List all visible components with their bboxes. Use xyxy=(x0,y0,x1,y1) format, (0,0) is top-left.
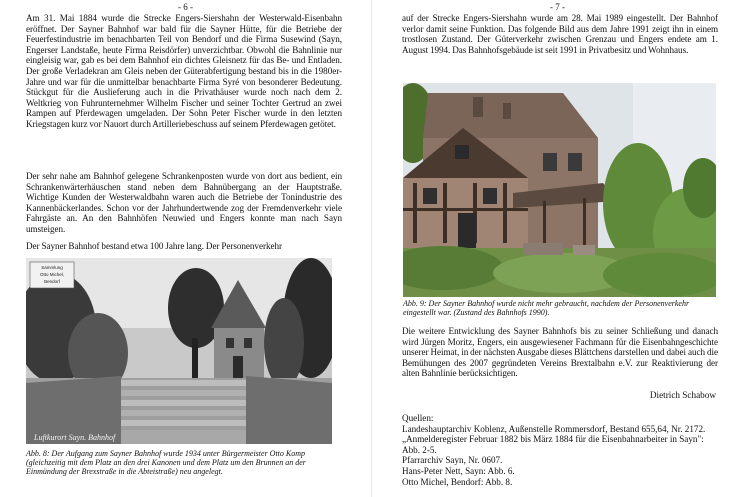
paragraph-history: Am 31. Mai 1884 wurde die Strecke Engers-Siershahn der Westerwald-Eisenbahn eröffnet. Der Sayner Bahnhof war bald für die Sayner Hütte, für die Betriebe der Feuerfestindustrie im benachbarten Teil von Bendorf und die Firma Susewind (Sayn, Engerser Landstaße, heute Firma Reisdörfer) unverzichtbar. Obwohl die Bahnlinie nur eingleisig war, gab es bei dem Bahnhof ein dichtes Gleisnetz für das Be- und Entladen. Der große Verladekran am Gleis neben der Güterabfertigung bestand bis in die 1980er-Jahre und war für die unmittelbar benachbarte Firma Syré von besonderer Bedeutung. Stückgut für die Auslieferung auch in die Privathäuser wurde noch nach dem 2. Weltkrieg von Fuhrunternehmer Wilhelm Fischer und seiner Tochter Gertrud an zwei Rampen auf Pferdewagen umgeladen. Der Sohn Peter Fischer wurde in den letzten Kriegstagen kurz vor Nauort durch Artilleriebeschuss auf seinem Pferdewagen getötet. xyxy=(26,13,342,129)
source-entry: Pfarrarchiv Sayn, Nr. 0607. xyxy=(402,455,503,466)
source-entry: „Anmelderegister Februar 1882 bis März 1884 für die Eisenbahnarbeiter in Sayn": xyxy=(402,434,704,445)
caption-abb-9: Abb. 9: Der Sayner Bahnhof wurde nicht mehr gebraucht, nachdem der Personenverkehr eingestellt war. (Zustand des Bahnhofs 1990). xyxy=(403,299,690,318)
source-entry: Abb. 2-5. xyxy=(402,444,437,455)
author-signature: Dietrich Schabow xyxy=(649,390,716,400)
photo-bahnhof-1934 xyxy=(26,258,332,444)
photo-bahnhof-1990-graphic xyxy=(403,83,716,297)
caption-abb-8: Abb. 8: Der Aufgang zum Sayner Bahnhof wurde 1934 unter Bürgermeister Otto Komp (gleichzeitig mit dem Platz an den drei Kanonen und dem Platz um den Brunnen an der Einmündung der Brexstraße in die Abteistraße) neu angelegt. xyxy=(26,449,306,477)
right-page xyxy=(372,0,743,497)
left-page xyxy=(0,0,371,497)
page-number-right: - 7 - xyxy=(550,2,565,12)
photo-bahnhof-1990 xyxy=(403,83,716,297)
sources-heading: Quellen: xyxy=(402,413,434,423)
paragraph-closure: auf der Strecke Engers-Siershahn wurde am 28. Mai 1989 eingestellt. Der Bahnhof verlor damit seine Funktion. Das folgende Bild aus dem Jahre 1991 zeigt ihn in einem trostlosen Zustand. Der Güterverkehr zwischen Grenzau und Engers endete am 1. August 1994. Das Bahnhofsgebäude ist seit 1991 in Privatbesitz und Wohnhaus. xyxy=(402,13,718,55)
source-entry: Hans-Peter Nett, Sayn: Abb. 6. xyxy=(402,465,515,476)
paragraph-crossing: Der sehr nahe am Bahnhof gelegene Schrankenposten wurde von dort aus bedient, ein Schrankenwärterhäuschen stand neben dem Bahnübergang an der Hauptstraße. Wichtige Kunden der Westerwaldbahn waren auch die Betriebe der Tonindustrie des Kannenbäckerlandes. Schon vor der Jahrhundertwende zog der Fremdenverkehr viele Fahrgäste an. An den Bahnhöfen Neuwied und Engers konnte man nach Sayn umsteigen. xyxy=(26,171,342,234)
svg-text:Otto Michel,: Otto Michel, xyxy=(39,272,65,277)
sources-block xyxy=(402,413,722,487)
photo-bahnhof-1934-graphic xyxy=(26,258,332,444)
svg-text:Bendorf: Bendorf xyxy=(44,279,60,284)
paragraph-duration: Der Sayner Bahnhof bestand etwa 100 Jahre lang. Der Personenverkehr xyxy=(26,241,282,251)
svg-text:Sammlung: Sammlung xyxy=(41,265,63,270)
page-number-left: - 6 - xyxy=(178,2,193,12)
svg-text:Luftkurort Sayn. Bahnhof: Luftkurort Sayn. Bahnhof xyxy=(34,433,116,442)
source-entry: Otto Michel, Bendorf: Abb. 8. xyxy=(402,476,513,487)
paragraph-future: Die weitere Entwicklung des Sayner Bahnhofs bis zu seiner Schließung und danach wird Jürgen Moritz, Engers, ein ausgewiesener Fachmann für die Eisenbahngeschichte unserer Heimat, in der nächsten Ausgabe dieses Blättchens darstellen und dabei auch die Bemühungen des 2007 gegründeten Vereins Brextalbahn e.V. zur Reaktivierung der alten Bahnlinie berücksichtigen. xyxy=(402,326,718,379)
source-entry: Landeshauptarchiv Koblenz, Außenstelle Rommersdorf, Bestand 655,64, Nr. 2172. xyxy=(402,423,706,434)
